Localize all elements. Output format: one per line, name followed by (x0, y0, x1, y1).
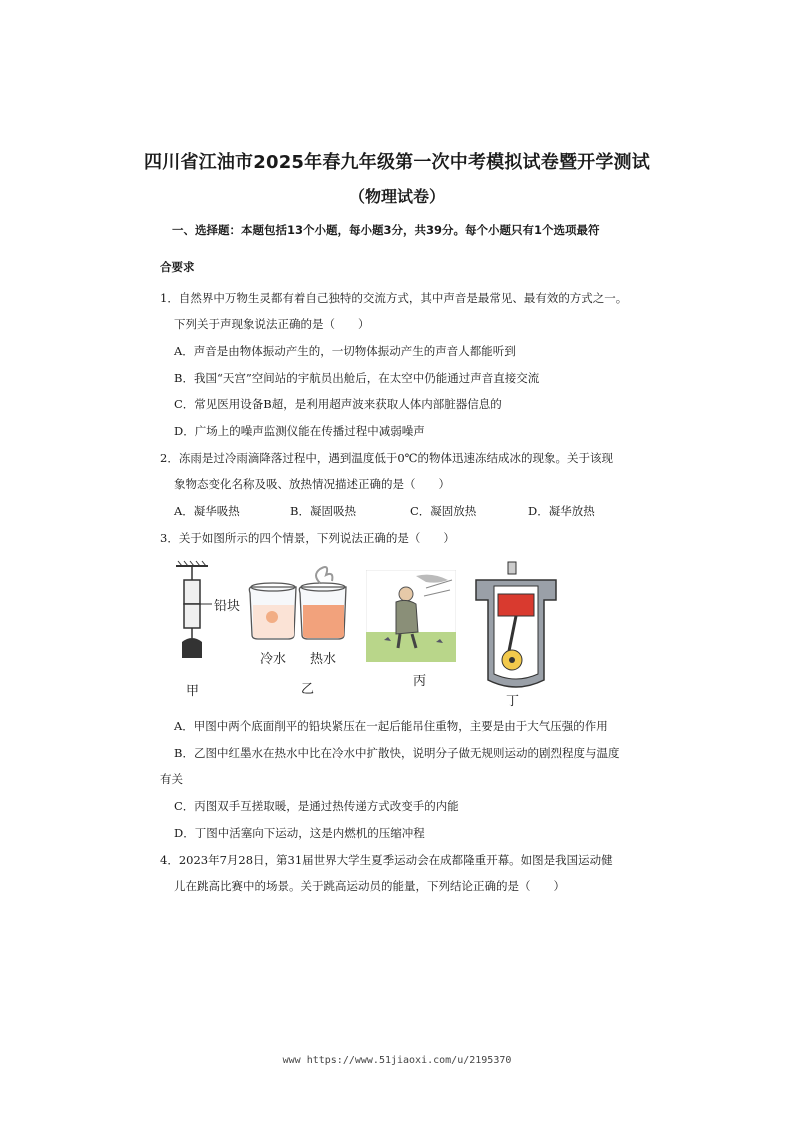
q3-option-c: C．丙图双手互搓取暖，是通过热传递方式改变手的内能 (174, 799, 459, 813)
q2-option-c: C．凝固放热 (410, 504, 477, 518)
q2-stem: 2．冻雨是过冷雨滴降落过程中，遇到温度低于0℃的物体迅速冻结成冰的现象。关于该现 (160, 451, 613, 465)
q2-stem-cont: 象物态变化名称及吸、放热情况描述正确的是（ ） (174, 477, 450, 491)
footer-url: www https://www.51jiaoxi.com/u/2195370 (282, 1055, 512, 1066)
figure-yi-label: 乙 (301, 682, 315, 697)
q1-option-d: D．广场上的噪声监测仪能在传播过程中减弱噪声 (174, 424, 425, 438)
q4-stem-cont: 儿在跳高比赛中的场景。关于跳高运动员的能量，下列结论正确的是（ ） (174, 879, 565, 893)
q1-option-c: C．常见医用设备B超，是利用超声波来获取人体内部脏器信息的 (174, 397, 502, 411)
q1-option-a: A．声音是由物体振动产生的，一切物体振动产生的声音人都能听到 (174, 344, 516, 358)
section-heading: 一、选择题：本题包括13个小题，每小题3分，共39分。每个小题只有1个选项最符 (172, 223, 600, 237)
q2-option-d: D．凝华放热 (528, 504, 595, 518)
figure-yi-beakers (244, 565, 354, 645)
q3-option-b-cont: 有关 (160, 772, 183, 786)
figure-jia-lead-blocks (168, 560, 248, 690)
q3-option-b: B．乙图中红墨水在热水中比在冷水中扩散快，说明分子做无规则运动的剧烈程度与温度 (174, 746, 620, 760)
q2-option-a: A．凝华吸热 (174, 504, 240, 518)
figure-ding-engine (468, 560, 564, 700)
q2-option-b: B．凝固吸热 (290, 504, 356, 518)
figure-lead-label: 铅块 (214, 599, 241, 614)
q3-option-d: D．丁图中活塞向下运动，这是内燃机的压缩冲程 (174, 826, 425, 840)
section-heading-cont: 合要求 (160, 260, 195, 274)
figure-ding-label: 丁 (506, 694, 520, 709)
figure-cold-label: 冷水 (260, 652, 287, 667)
q1-stem-cont: 下列关于声现象说法正确的是（ ） (174, 317, 370, 331)
q3-option-a: A．甲图中两个底面削平的铅块紧压在一起后能吊住重物，主要是由于大气压强的作用 (174, 719, 608, 733)
figure-bing-label: 丙 (413, 674, 427, 689)
q1-option-b: B．我国“天宫”空间站的宇航员出舱后，在太空中仍能通过声音直接交流 (174, 371, 540, 385)
q1-stem: 1．自然界中万物生灵都有着自己独特的交流方式，其中声音是最常见、最有效的方式之一。 (160, 291, 628, 305)
figure-bing-person-wind (366, 570, 456, 662)
page-title: 四川省江油市2025年春九年级第一次中考模拟试卷暨开学测试 (144, 152, 650, 173)
page-subtitle: （物理试卷） (348, 187, 445, 206)
q4-stem: 4．2023年7月28日，第31届世界大学生夏季运动会在成都隆重开幕。如图是我国运动健 (160, 853, 613, 867)
q3-stem: 3．关于如图所示的四个情景，下列说法正确的是（ ） (160, 531, 455, 545)
figure-hot-label: 热水 (310, 652, 337, 667)
figure-jia-label: 甲 (186, 684, 200, 699)
